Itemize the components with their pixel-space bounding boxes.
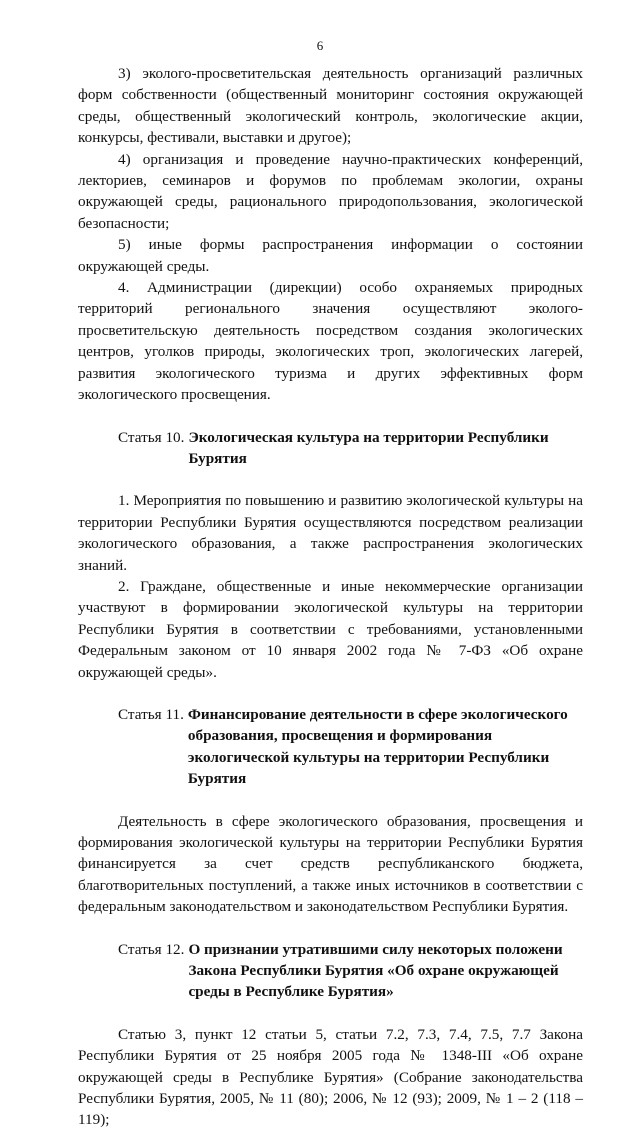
article-11-title: Финансирование деятельности в сфере экологического образования, просвещения и формирования экологической культуры на территории Республики Бурятия bbox=[187, 705, 568, 788]
article-10-clause-2: 2. Граждане, общественные и иные некоммерческие организации участвуют в формировании экологической культуры на территории Республики Бурятия в соответствии с требованиями, установленными Федеральным законом от 10 января 2002 года № 7-ФЗ «Об охране окружающей среды». bbox=[78, 577, 583, 681]
list-item-4: 4) организация и проведение научно-практических конференций, лекториев, семинаров и форумов по проблемам экологии, охраны окружающей среды, рационального природопользования, экологической безопасности; bbox=[78, 150, 583, 232]
article-10-clause-1: 1. Мероприятия по повышению и развитию экологической культуры на территории Республики Бурятия осуществляются посредством реализации экологического образования, а также распространения экологических знаний. bbox=[78, 492, 583, 574]
article-11-text: Деятельность в сфере экологического образования, просвещения и формирования экологической культуры на территории Республики Бурятия финансируется за счет средств республиканского бюджета, благотворительных поступлений, а также иных источников в соответствии с федеральным законодательством и законодательством Республики Бурятия. bbox=[78, 812, 583, 916]
list-item-3: 3) эколого-просветительская деятельность организаций различных форм собственности (общественный мониторинг состояния окружающей среды, общественный экологический контроль, экологические акции, конкурсы, фестивали, выставки и другое); bbox=[78, 65, 583, 147]
article-10-heading bbox=[78, 427, 583, 470]
clause-4: 4. Администрации (дирекции) особо охраняемых природных территорий регионального значения осуществляют эколого-просветительскую деятельность посредством создания экологических центров, уголков природы, экологических троп, экологических лагерей, развития экологического туризма и других эффективных форм экологического просвещения. bbox=[78, 279, 583, 404]
article-10-title: Экологическая культура на территории Республики Бурятия bbox=[188, 428, 549, 467]
article-12-text: Статью 3, пункт 12 статьи 5, статьи 7.2, 7.3, 7.4, 7.5, 7.7 Закона Республики Бурятия от 25 ноября 2005 года № 1348-III «Об охране окружающей среды в Республике Бурятия» (Собрание законодательства Республики Бурятия, 2005, № 11 (80); 2006, № 12 (93); 2009, № 1 – 2 (118 – 119); bbox=[78, 1025, 583, 1129]
article-10-label: Статья 10. bbox=[118, 428, 185, 446]
article-12-title: О признании утратившими силу некоторых положени Закона Республики Бурятия «Об охране окружающей среды в Республике Бурятия» bbox=[188, 940, 563, 1001]
document-body bbox=[78, 63, 583, 1131]
article-12-label: Статья 12. bbox=[118, 940, 185, 958]
article-11-label: Статья 11. bbox=[118, 705, 184, 723]
article-11-heading bbox=[78, 704, 583, 790]
list-item-5: 5) иные формы распространения информации о состоянии окружающей среды. bbox=[78, 236, 583, 275]
page-number: 6 bbox=[316, 38, 324, 53]
article-12-heading bbox=[78, 939, 583, 1003]
